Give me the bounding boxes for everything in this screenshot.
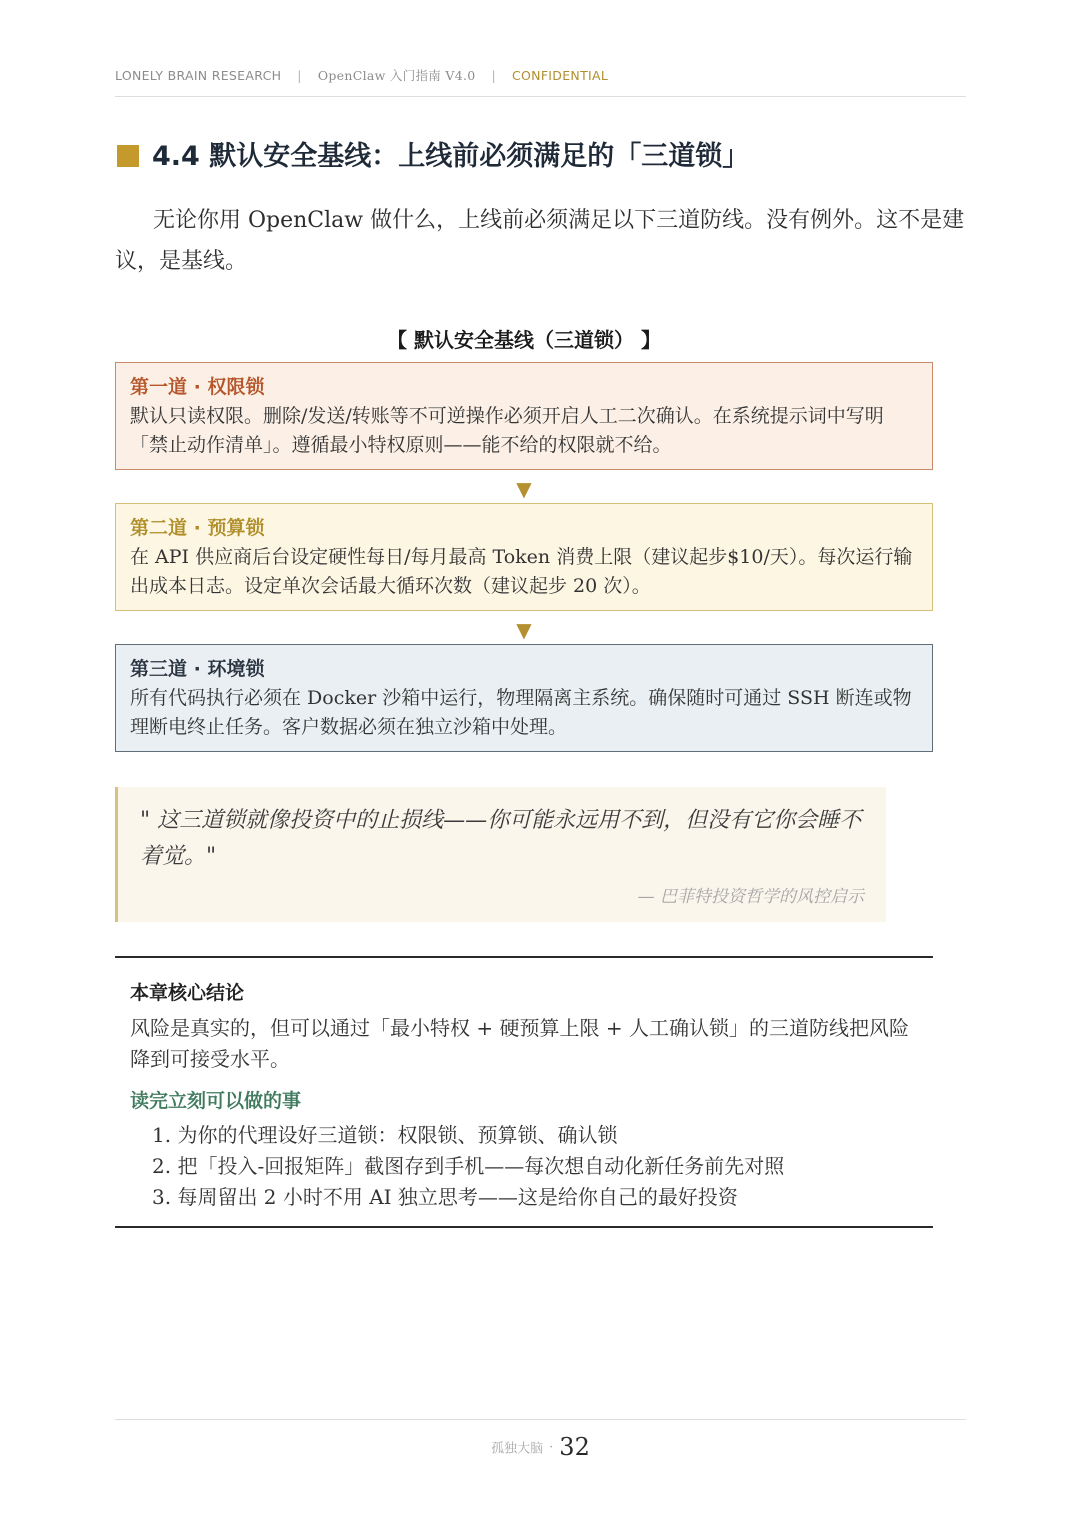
todo-title: 读完立刻可以做的事 <box>130 1090 302 1112</box>
running-header <box>115 66 966 84</box>
lock-title: 第一道 · 权限锁 <box>130 376 265 398</box>
page-number: 32 <box>559 1433 590 1461</box>
footer-dot: · <box>549 1439 554 1455</box>
intro-paragraph: 无论你用 OpenClaw 做什么，上线前必须满足以下三道防线。没有例外。这不是建议，是基线。 <box>115 208 965 274</box>
figure-caption: 【 默认安全基线（三道锁） 】 <box>387 328 661 352</box>
lock-body: 在 API 供应商后台设定硬性每日/每月最高 Token 消费上限（建议起步$10/天）。每次运行输出成本日志。设定单次会话最大循环次数（建议起步 20 次）。 <box>130 546 913 597</box>
summary-bottom-rule <box>115 1226 933 1228</box>
section-marker-square <box>117 145 139 167</box>
header-separator: | <box>491 68 496 83</box>
header-separator: | <box>297 68 302 83</box>
section-title: 4.4 默认安全基线：上线前必须满足的「三道锁」 <box>152 141 750 172</box>
lock-body: 默认只读权限。删除/发送/转账等不可逆操作必须开启人工二次确认。在系统提示词中写明「禁止动作清单」。遵循最小特权原则——能不给的权限就不给。 <box>130 405 884 456</box>
summary-body: 风险是真实的，但可以通过「最小特权 + 硬预算上限 + 人工确认锁」的三道防线把风险降到可接受水平。 <box>130 1016 909 1071</box>
header-divider <box>115 96 966 97</box>
summary-top-rule <box>115 956 933 958</box>
down-arrow-icon: ▼ <box>516 618 532 642</box>
quote-text: " 这三道锁就像投资中的止损线——你可能永远用不到，但没有它你会睡不着觉。" <box>140 808 862 869</box>
lock-box-permission <box>115 362 933 470</box>
down-arrow-icon: ▼ <box>516 477 532 501</box>
page-footer <box>115 1433 966 1461</box>
list-item: 3. 每周留出 2 小时不用 AI 独立思考——这是给你自己的最好投资 <box>152 1185 738 1209</box>
lock-body: 所有代码执行必须在 Docker 沙箱中运行，物理隔离主系统。确保随时可通过 SSH 断连或物理断电终止任务。客户数据必须在独立沙箱中处理。 <box>130 687 912 738</box>
lock-title: 第二道 · 预算锁 <box>130 517 265 539</box>
lock-box-environment <box>115 644 933 752</box>
summary-title: 本章核心结论 <box>130 982 245 1004</box>
footer-divider <box>115 1419 966 1420</box>
header-guide-title: OpenClaw 入门指南 V4.0 <box>317 68 476 83</box>
lock-box-budget <box>115 503 933 611</box>
header-brand: LONELY BRAIN RESEARCH <box>115 68 282 83</box>
list-item: 2. 把「投入-回报矩阵」截图存到手机——每次想自动化新任务前先对照 <box>152 1154 785 1178</box>
todo-list <box>152 1120 932 1213</box>
header-confidential-label: CONFIDENTIAL <box>512 68 609 83</box>
lock-title: 第三道 · 环境锁 <box>130 658 265 680</box>
quote-source: — 巴菲特投资哲学的风控启示 <box>637 887 864 907</box>
footer-brand: 孤独大脑 <box>491 1441 544 1457</box>
list-item: 1. 为你的代理设好三道锁：权限锁、预算锁、确认锁 <box>152 1123 618 1147</box>
